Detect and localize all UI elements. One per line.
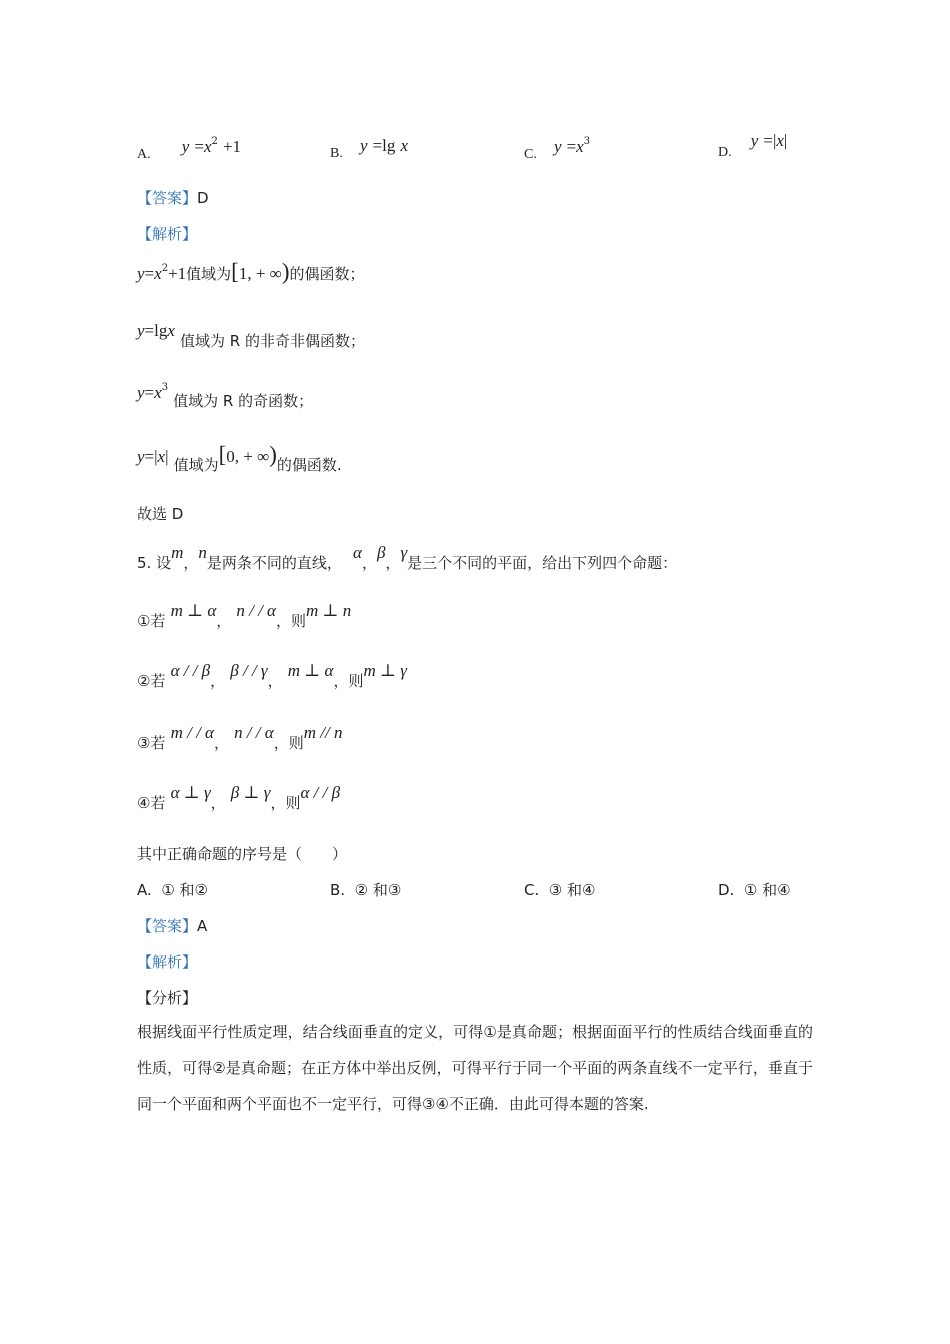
q5-stem: 5. 设m，n是两条不同的直线， α，β，γ是三个不同的平面，给出下列四个命题： [137,543,678,572]
q4-option-a: A. $y =x^2 +1$ [137,136,242,162]
option-label: C. [524,147,537,162]
option-label: B. [330,146,343,161]
option-label: A. [137,147,151,162]
q5-proposition-1: ①若 m ⊥ α， n / / α，则m ⊥ n [137,601,352,630]
q4-analysis-line-4: y=|x| 值域为[0, + ∞)的偶函数. [137,442,342,474]
q4-conclusion: 故选 D [137,505,184,523]
answer-value: D [197,189,209,207]
q4-analysis-line-1: $y=x^2+1$值域为[1, + ∞)的偶函数； [137,259,365,284]
q4-option-b: B. y =lg x [330,136,409,161]
answer-tag: 【答案】 [137,189,198,207]
q5-option-a: A. ① 和② [137,881,208,899]
q4-answer [137,187,209,208]
q5-fenxi-tag: 【分析】 [137,989,198,1007]
q5-option-c: C. ③ 和④ [524,881,596,899]
option-label: D. [718,145,732,160]
q4-option-c: C. $y =x^3$ [524,136,591,162]
q5-answer [137,915,207,936]
q4-option-d: D. y =|x| [718,131,788,160]
q5-question: 其中正确命题的序号是（ ） [137,845,348,863]
q4-analysis-tag: 【解析】 [137,225,198,243]
q5-proposition-3: ③若 m / / α， n / / α，则m // n [137,723,343,752]
q4-analysis-line-3: $y=x^3$ 值域为 R 的奇函数； [137,382,314,410]
answer-tag: 【答案】 [137,917,198,935]
q5-analysis-paragraph: 根据线面平行性质定理，结合线面垂直的定义，可得①是真命题；根据面面平行的性质结合线面垂直的性质，可得②是真命题；在正方体中举出反例，可得平行于同一个平面的两条直线不一定平行，垂直于同一个平面和两个平面也不一定平行，可得③④不正确．由此可得本题的答案. [137,1023,813,1113]
q4-analysis-line-2: y=lgx 值域为 R 的非奇非偶函数； [137,321,365,350]
q5-proposition-2: ②若 α / / β， β / / γ， m ⊥ α，则m ⊥ γ [137,661,407,690]
q5-option-d: D. ① 和④ [718,881,791,899]
q5-proposition-4: ④若 α ⊥ γ， β ⊥ γ，则α / / β [137,783,341,812]
q5-analysis-tag: 【解析】 [137,953,198,971]
q5-option-b: B. ② 和③ [330,881,402,899]
answer-value: A [197,917,208,935]
